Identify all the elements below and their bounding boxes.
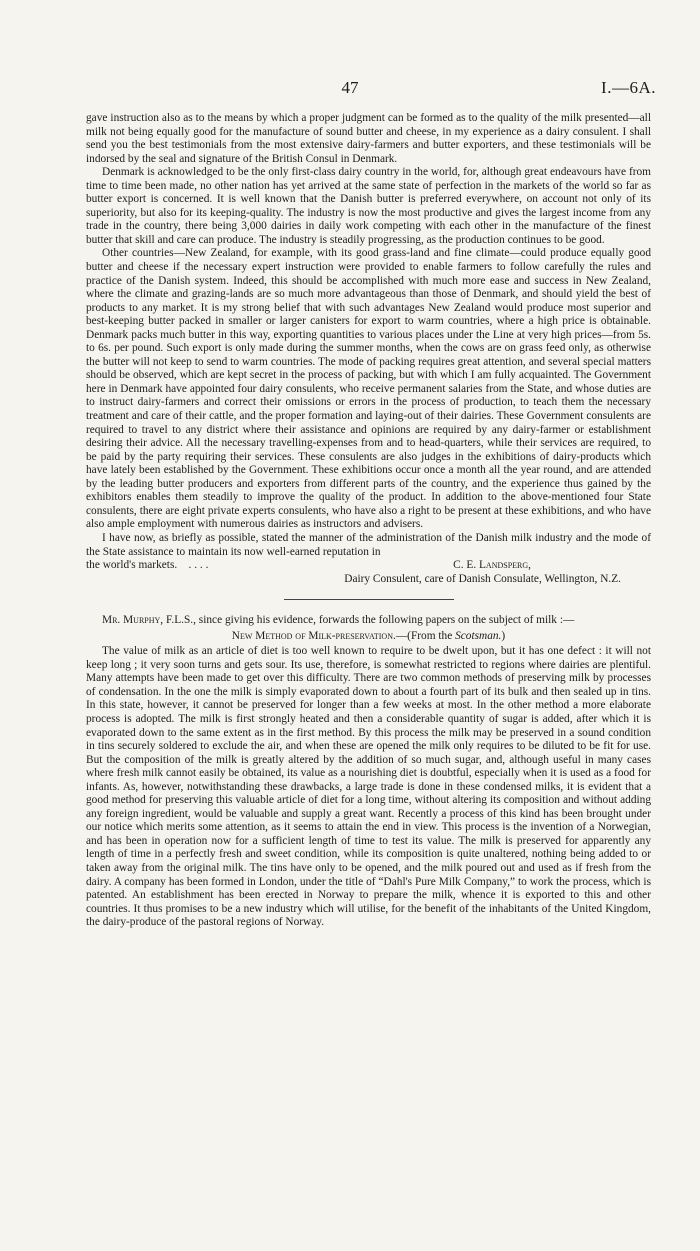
ellipsis-dots: . . . . [188, 559, 209, 572]
signer-name: C. E. Landsperg, [453, 559, 531, 572]
page-body [86, 112, 651, 930]
signature-line [86, 559, 651, 573]
signer-title: Dairy Consulent, care of Danish Consulate, Wellington, N.Z. [344, 572, 621, 585]
article-heading [86, 630, 651, 644]
article-title: New Method of Milk-preservation. [231, 629, 396, 642]
closing-words: the world's markets. [86, 559, 178, 572]
paragraph-conclusion: I have now, as briefly as possible, stated the manner of the administration of the Danish milk industry and the mode of the State assistance to maintain its now well-earned reputation in [86, 531, 651, 558]
closing-text [86, 559, 208, 573]
paragraph-instruction: gave instruction also as to the means by which a proper judgment can be formed as to the quality of the milk presented—all milk not being equally good for the manufacture of sound butter and cheese, in my experience as a dairy consulent. I shall send you the best testimonials from the most extensive dairy-farmers and butter exporters, and these testimonials will be indorsed by the seal and signature of the British Consul in Denmark. [86, 112, 651, 165]
section-divider [284, 599, 454, 600]
article-source-suffix: ) [501, 629, 506, 642]
article-source-name: Scotsman. [455, 629, 502, 642]
article-source-prefix: —(From the [395, 629, 453, 642]
murphy-intro [86, 614, 651, 628]
murphy-name: Mr. Murphy, F.L.S., [102, 614, 196, 627]
page-number: 47 [341, 78, 359, 97]
paragraph-other-countries: Other countries—New Zealand, for example, with its good grass-land and fine climate—could produce equally good butter and cheese if the necessary expert instruction were provided to enable farmers to follow carefully the rules and practice of the Danish system. Indeed, this should be accomplished with much more ease and success in New Zealand, where the climate and grazing-lands are so much more advantageous than those of Denmark, and should yield the best of products to any market. It is my strong belief that with such advantages New Zealand would produce most superior and best-keeping butter packed in smaller or larger canisters for export to warm countries, where a high price is obtainable. Denmark packs much butter in this way, exporting quantities to various places under the Line at very high prices—from 5s. to 6s. per pound. Such export is only made during the summer months, when the cows are on grass feed only, as otherwise the butter will not keep to send to warm countries. The mode of packing requires great attention, and several special matters should be observed, which are kept secret in the process of packing, but with which I am fully acquainted. The Government here in Denmark have appointed four dairy consulents, who receive permanent salaries from the State, and whose duties are to instruct dairy-farmers and correct their omissions or errors in the process of production, to teach them the necessary treatment and care of their cattle, and the proper formation and laying-out of their dairies. These Government consulents are required to travel to any district where their assistance and opinions are required by any dairy-farmer or establishment desiring their advice. All the necessary travelling-expenses from and to head-quarters, while their services are required, to be paid by the party requiring their services. These consulents are also judges in the exhibitions of dairy-products which have lately been established by the Government. These exhibitions occur once a month all the year round, and are attended by the leading butter producers and exporters from different parts of the country, and the experience thus gained by the exhibitors enables them steadily to improve the quality of the product. In addition to the above-mentioned four State consulents, there are eight private experts consulents, who have also a right to be present at these exhibitions, and who have also ample employment with numerous dairies as instructors and advisers. [86, 247, 651, 531]
murphy-intro-text: since giving his evidence, forwards the following papers on the subject of milk :— [198, 614, 575, 627]
document-reference: I.—6A. [601, 78, 656, 97]
paragraph-milk-preservation: The value of milk as an article of diet is too well known to require to be dwelt upon, but it has one defect : it will not keep long ; it very soon turns and gets sour. Its use, therefore, is somewhat restricted to regions where dairies are plentiful. Many attempts have been made to get over this difficulty. There are two common methods of preserving milk by processes of condensation. In the one the milk is simply evaporated down to about a fourth part of its bulk and then sealed up in tins. In this state, however, it cannot be preserved for longer than a few weeks at most. In the other method a more elaborate process is adopted. The milk is first strongly heated and then a considerable quantity of sugar is added, after which it is evaporated down to the same extent as in the first method. By this process the milk may be preserved in a sound condition in tins securely soldered to exclude the air, and when these are opened the milk only requires to be diluted to be fit for use. But the composition of the milk is greatly altered by the addition of so much sugar, and, although useful in many cases where fresh milk cannot easily be obtained, its value as a nourishing diet is doubtful, especially when it is used as a food for infants. As, however, notwithstanding these drawbacks, a large trade is done in these condensed milks, it is evident that a good method for preserving this valuable article of diet for a long time, without altering its composition and without adding any foreign ingredient, would be valuable and supply a great want. Recently a process of this kind has been brought under our notice which merits some attention, as it seems to attain the end in view. This process is the invention of a Norwegian, and has been in operation now for a sufficient length of time to test its value. The milk is preserved for apparently any length of time in a perfectly fresh and sweet condition, while its composition is quite unaltered, nothing being added to or taken away from the original milk. The tins have only to be opened, and the milk poured out and used as if fresh from the dairy. A company has been formed in London, under the title of “Dahl's Pure Milk Company,” to work the process, which is patented. An establishment has been erected in Norway to prepare the milk, whence it is exported to this and other countries. It thus promises to be a new industry which will utilise, for the benefit of the inhabitants of the United Kingdom, the dairy-produce of the pastoral regions of Norway. [86, 645, 651, 929]
paragraph-denmark: Denmark is acknowledged to be the only first-class dairy country in the world, for, although great endeavours have from time to time been made, no other nation has yet arrived at the same state of perfection in the markets of the world so far as butter export is concerned. It is well known that the Danish butter is preferred everywhere, on account not only of its superiority, but also for its keeping-quality. The industry is now the most productive and gives the largest income from any trade in the country, there being 3,000 dairies in daily work competing with each other in the manufacture of the finest butter that skill and care can produce. The industry is steadily progressing, as the production continues to be good. [86, 166, 651, 246]
